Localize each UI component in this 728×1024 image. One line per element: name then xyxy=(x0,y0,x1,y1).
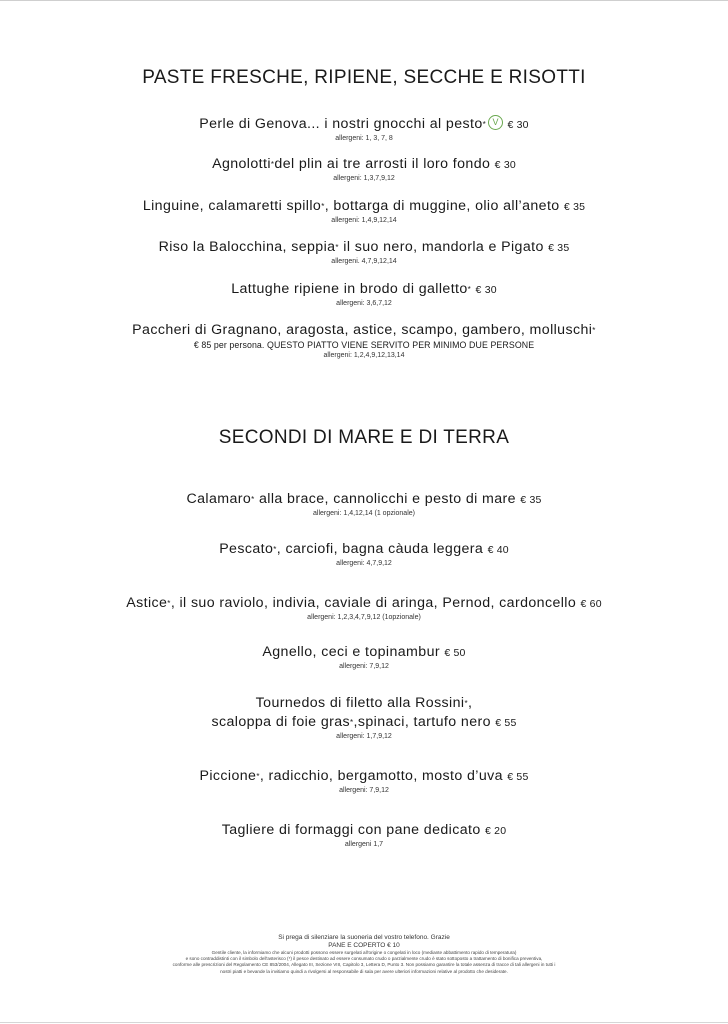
dish-piccione xyxy=(0,767,728,796)
dish-name-rest: , carciofi, bagna càuda leggera xyxy=(276,541,484,557)
dish-allergens: allergeni: 7,9,12 xyxy=(339,663,389,670)
footer-cover-charge: PANE E COPERTO € 10 xyxy=(328,942,400,949)
dish-name: Calamaro xyxy=(186,491,252,507)
dish-paccheri xyxy=(0,321,728,361)
dish-perle-di-genova xyxy=(0,115,728,144)
dish-allergens: allergeni: 3,6,7,12 xyxy=(336,300,392,307)
footer xyxy=(0,934,728,975)
dish-note: € 85 per persona. QUESTO PIATTO VIENE SERVITO PER MINIMO DUE PERSONE xyxy=(193,340,535,350)
dish-allergens: allergeni 1,7 xyxy=(344,841,384,848)
dish-allergens: allergeni: 1, 3, 7, 8 xyxy=(335,135,393,142)
dish-price: € 35 xyxy=(548,242,570,254)
footer-legal-3: conforme alle prescrizioni del Regolamento CE 853/2004, Allegato III, Sezione VIII, Capitolo 3, Lettera D, Punto 3. Non possiamo garantire la totale assenza di tracce di tali allergeni in tutti i xyxy=(172,962,556,968)
dish-price: € 20 xyxy=(485,825,507,837)
dish-allergens: allergeni: 1,4,12,14 (1 opzionale) xyxy=(313,510,415,517)
frozen-asterisk: * xyxy=(167,599,171,608)
dish-allergens: allergeni: 1,4,9,12,14 xyxy=(331,217,397,224)
dish-lattughe-ripiene xyxy=(0,280,728,309)
vegetarian-icon: V xyxy=(488,115,503,130)
dish-agnello xyxy=(0,643,728,672)
dish-calamaro xyxy=(0,490,728,519)
dish-price: € 30 xyxy=(475,284,497,296)
dish-riso-balocchina xyxy=(0,238,728,267)
dish-name-line2: scaloppa di foie gras xyxy=(211,714,351,730)
footer-phone-notice: Si prega di silenziare la suoneria del vostro telefono. Grazie xyxy=(278,934,450,941)
dish-name: Tagliere di formaggi con pane dedicato xyxy=(221,822,481,838)
dish-allergens: allergeni: 1,2,3,4,7,9,12 (1opzionale) xyxy=(307,614,421,621)
frozen-asterisk: * xyxy=(482,120,487,129)
top-border xyxy=(0,0,728,1)
dish-price: € 60 xyxy=(580,598,602,610)
dish-name: Agnello, ceci e topinambur xyxy=(262,644,440,660)
dish-name-rest: , il suo raviolo, indivia, caviale di aringa, Pernod, cardoncello xyxy=(170,595,577,611)
dish-price: € 40 xyxy=(487,544,509,556)
frozen-asterisk: * xyxy=(273,545,277,554)
dish-name: Astice xyxy=(126,595,168,611)
dish-tagliere-formaggi xyxy=(0,821,728,850)
frozen-asterisk: * xyxy=(256,772,260,781)
frozen-asterisk: * xyxy=(335,243,339,252)
dish-price: € 50 xyxy=(444,647,466,659)
frozen-asterisk: * xyxy=(350,718,354,727)
dish-name: Linguine, calamaretti spillo xyxy=(142,198,322,214)
dish-name: Tournedos di filetto alla Rossini xyxy=(255,695,465,711)
dish-tournedos xyxy=(0,694,728,742)
dish-price: € 35 xyxy=(520,494,542,506)
dish-allergens: allergeni: 7,9,12 xyxy=(339,787,389,794)
dish-name-rest: alla brace, cannolicchi e pesto di mare xyxy=(254,491,516,507)
dish-name: Paccheri di Gragnano, aragosta, astice, scampo, gambero, molluschi xyxy=(132,322,593,338)
dish-price: € 35 xyxy=(563,201,586,213)
dish-astice xyxy=(0,594,728,623)
dish-name: Perle di Genova... i nostri gnocchi al pesto xyxy=(199,116,483,132)
frozen-asterisk: * xyxy=(464,699,468,708)
dish-name: Pescato xyxy=(219,541,274,557)
footer-legal-4: nostri piatti e bevande la invitiamo quindi a rivolgersi al responsabile di sala per avere ulteriori informazioni relative al prodotto che desiderate. xyxy=(220,968,508,974)
frozen-asterisk: * xyxy=(251,495,255,504)
dish-allergens: allergeni: 1,3,7,9,12 xyxy=(333,175,395,182)
dish-name-rest: , radicchio, bergamotto, mosto d’uva xyxy=(259,768,503,784)
section-title-paste: PASTE FRESCHE, RIPIENE, SECCHE E RISOTTI xyxy=(142,67,586,88)
dish-linguine xyxy=(0,197,728,226)
dish-name: Agnolotti xyxy=(212,156,271,172)
dish-allergens: allergeni: 1,7,9,12 xyxy=(336,733,392,740)
dish-name-line2-rest: ,spinaci, tartufo nero xyxy=(353,714,491,730)
bottom-border xyxy=(0,1022,728,1023)
dish-pescato xyxy=(0,540,728,569)
dish-price: € 55 xyxy=(507,771,529,783)
dish-allergens: allergeni: 4,7,9,12 xyxy=(336,560,392,567)
dish-agnolotti xyxy=(0,155,728,184)
dish-price: € 30 xyxy=(507,119,529,131)
dish-allergens: allergeni. 4,7,9,12,14 xyxy=(331,258,397,265)
frozen-asterisk: * xyxy=(321,202,325,211)
dish-name: Lattughe ripiene in brodo di galletto xyxy=(231,281,468,297)
dish-name-rest: , bottarga di muggine, olio all’aneto xyxy=(324,198,560,214)
frozen-asterisk: * xyxy=(592,326,596,335)
dish-name: Piccione xyxy=(199,768,257,784)
frozen-asterisk: * xyxy=(467,285,472,294)
frozen-asterisk: * xyxy=(270,160,275,169)
dish-name-rest: , xyxy=(467,695,473,711)
footer-legal-2: e sono contraddistinti con il simbolo dell'asterisco (*) il pesce destinato ad essere consumato crudo o parzialmente crudo è stato sottoposto a trattamento di bonifica preventiva, xyxy=(185,956,543,962)
dish-name: Riso la Balocchina, seppia xyxy=(158,239,336,255)
dish-price: € 55 xyxy=(495,717,517,729)
dish-allergens: allergeni: 1,2,4,9,12,13,14 xyxy=(323,352,405,359)
section-title-secondi: SECONDI DI MARE E DI TERRA xyxy=(218,427,510,448)
footer-legal-1: Gentile cliente, la informiamo che alcuni prodotti possono essere surgelati all'origine o congelati in loco (mediante abbattimento rapido di temperatura) xyxy=(211,950,517,955)
dish-name-rest: il suo nero, mandorla e Pigato xyxy=(338,239,544,255)
dish-price: € 30 xyxy=(494,159,516,171)
dish-name-rest: del plin ai tre arrosti il loro fondo xyxy=(274,156,491,172)
